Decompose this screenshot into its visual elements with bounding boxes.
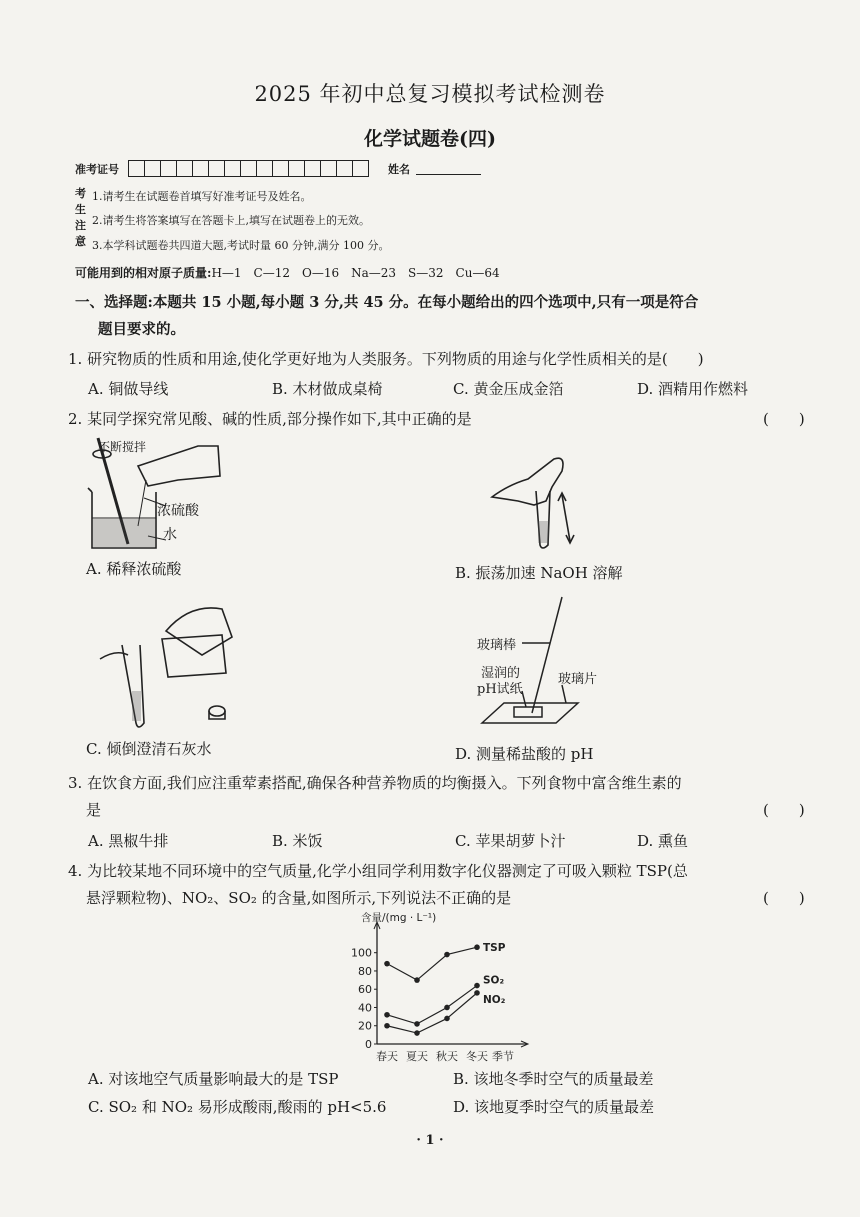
data-point [444,1016,450,1022]
figure-c-pouring [82,595,252,735]
fig-d-label-glass: 玻璃片 [558,672,598,687]
q2-stem: 2. 某同学探究常见酸、碱的性质,部分操作如下,其中正确的是 [68,410,472,428]
y-tick-label: 60 [358,983,372,997]
series-label: SO₂ [483,974,505,987]
x-tick-label: 秋天 [436,1050,458,1063]
q4-option-d[interactable]: D. 该地夏季时空气的质量最差 [453,1098,655,1116]
section-heading: 一、选择题:本题共 15 小题,每小题 3 分,共 45 分。在每小题给出的四个选项中,只有一项是符合 [75,294,699,311]
x-tick-label: 夏天 [406,1050,428,1063]
exam-id-label: 准考证号 [75,163,119,176]
x-tick-label: 冬天 [466,1050,488,1063]
series-label: TSP [483,942,506,955]
figure-b-shaking [488,445,588,550]
q1-option-d[interactable]: D. 酒精用作燃料 [637,380,749,398]
section-heading-cont: 题目要求的。 [98,321,185,338]
q2-option-c[interactable]: C. 倾倒澄清石灰水 [86,740,212,758]
q3-option-b[interactable]: B. 米饭 [272,832,323,850]
q3-bracket: ( ) [763,801,805,819]
series-line-0 [387,947,477,980]
data-point [474,990,480,996]
notice-item: 3.本学科试题卷共四道大题,考试时量 60 分钟,满分 100 分。 [92,239,390,252]
data-point [384,961,390,967]
y-tick-label: 40 [358,1001,372,1015]
data-point [444,1005,450,1011]
q1-stem: 1. 研究物质的性质和用途,使化学更好地为人类服务。下列物质的用途与化学性质相关的是( ) [68,350,704,368]
fig-d-label-paper: pH试纸 [477,682,523,697]
q1-option-a[interactable]: A. 铜做导线 [88,380,169,398]
fig-d-label-moist: 湿润的 [481,666,521,681]
q3-option-a[interactable]: A. 黑椒牛排 [88,832,169,850]
exam-title: 2025 年初中总复习模拟考试检测卷 [254,82,606,106]
data-point [474,983,480,989]
y-tick-label: 80 [358,964,372,978]
data-point [384,1012,390,1018]
q3-option-c[interactable]: C. 苹果胡萝卜汁 [455,832,566,850]
q4-bracket: ( ) [763,889,805,907]
q4-option-a[interactable]: A. 对该地空气质量影响最大的是 TSP [88,1070,339,1088]
data-point [414,1021,420,1027]
x-axis-label: 季节 [492,1050,514,1063]
page-number: · 1 · [416,1133,444,1148]
y-tick-label: 0 [365,1038,372,1051]
y-tick-label: 100 [351,946,372,960]
name-field[interactable] [416,174,481,175]
fig-d-label-rod: 玻璃棒 [477,638,517,653]
pollutant-line-chart [335,912,555,1072]
series-label: NO₂ [483,993,506,1006]
q4-option-b[interactable]: B. 该地冬季时空气的质量最差 [453,1070,654,1088]
q2-bracket: ( ) [763,410,805,428]
y-axis-label: 含量/(mg · L⁻¹) [361,912,437,924]
x-tick-label: 春天 [376,1050,398,1063]
notice-side-label: 考 生 注 意 [75,187,86,248]
q2-option-d[interactable]: D. 测量稀盐酸的 pH [455,745,594,763]
q4-stem-cont: 悬浮颗粒物)、NO₂、SO₂ 的含量,如图所示,下列说法不正确的是 [86,889,512,907]
q3-option-d[interactable]: D. 熏鱼 [637,832,689,850]
fig-a-label-water: 水 [163,527,177,543]
notice-item: 1.请考生在试题卷首填写好准考证号及姓名。 [92,190,312,203]
data-point [414,1030,420,1036]
name-label: 姓名 [388,163,410,176]
q4-option-c[interactable]: C. SO₂ 和 NO₂ 易形成酸雨,酸雨的 pH<5.6 [88,1098,387,1116]
fig-a-label-stir: 不断搅拌 [98,440,147,454]
q2-option-b[interactable]: B. 振荡加速 NaOH 溶解 [455,564,623,582]
data-point [414,977,420,983]
series-line-2 [387,993,477,1033]
data-point [384,1023,390,1029]
q3-stem: 3. 在饮食方面,我们应注重荤素搭配,确保各种营养物质的均衡摄入。下列食物中富含维生素的 [68,774,682,792]
data-point [444,952,450,958]
data-point [474,944,480,950]
q3-stem-cont: 是 [86,801,102,819]
paper-subtitle: 化学试题卷(四) [364,128,496,150]
q1-option-c[interactable]: C. 黄金压成金箔 [453,380,564,398]
exam-id-boxes[interactable] [128,160,368,177]
notice-item: 2.请考生将答案填写在答题卡上,填写在试题卷上的无效。 [92,214,370,227]
q2-option-a[interactable]: A. 稀释浓硫酸 [86,560,182,578]
q4-stem: 4. 为比较某地不同环境中的空气质量,化学小组同学利用数字化仪器测定了可吸入颗粒 TSP(总 [68,862,688,880]
fig-a-label-acid: 浓硫酸 [157,503,199,519]
atomic-mass-line: 可能用到的相对原子质量:H—1 C—12 O—16 Na—23 S—32 Cu—64 [75,266,500,280]
y-tick-label: 20 [358,1019,372,1033]
q1-option-b[interactable]: B. 木材做成桌椅 [272,380,383,398]
